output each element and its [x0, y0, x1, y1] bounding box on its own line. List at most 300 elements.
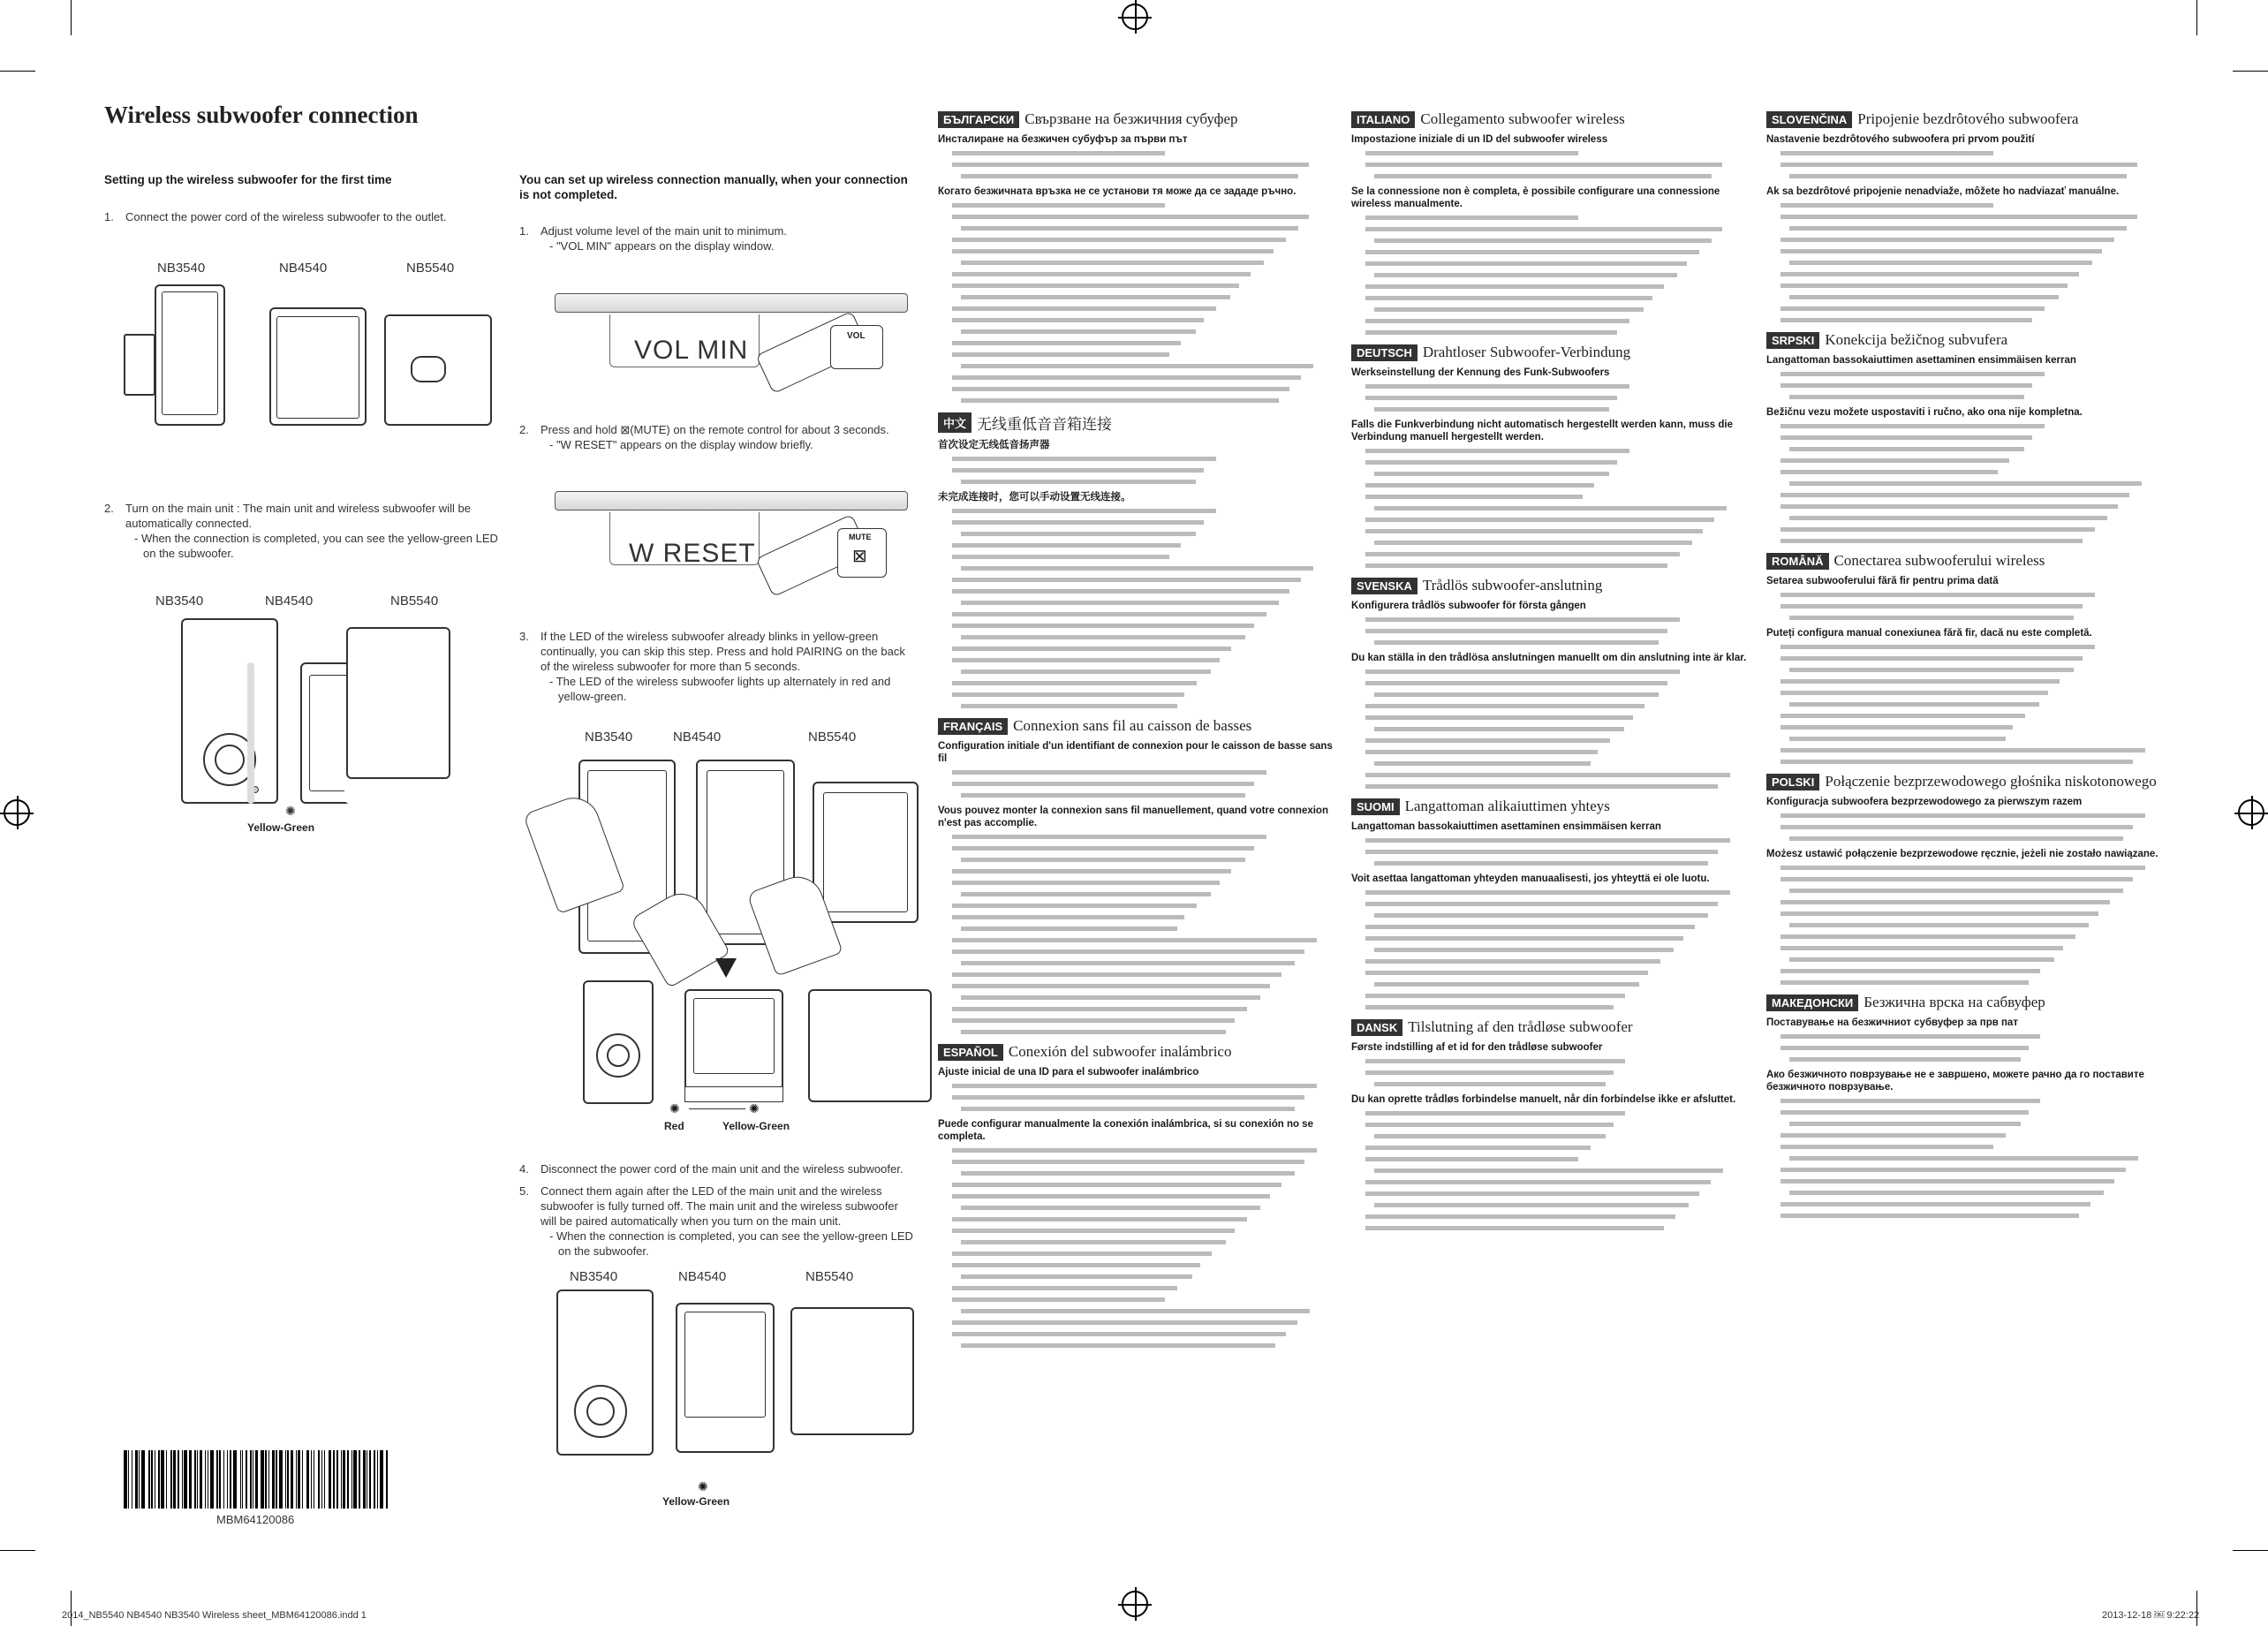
- model-label: NB5540: [805, 1269, 854, 1284]
- instruction-line: [1351, 1222, 1753, 1232]
- instruction-line: [938, 790, 1340, 799]
- language-subheading: Puede configurar manualmente la conexión inalámbrica, si su conexión no se completa.: [938, 1119, 1313, 1142]
- language-section: [1351, 798, 1753, 1011]
- instruction-line: [1766, 1187, 2168, 1197]
- language-title: Trådlös subwoofer-anslutning: [1422, 577, 1603, 594]
- barcode-bar: [363, 1450, 366, 1509]
- instruction-line: [938, 291, 1340, 301]
- language-tag: ESPAÑOL: [938, 1044, 1003, 1061]
- instruction-line: [1766, 211, 2168, 221]
- instruction-line: [938, 1248, 1340, 1258]
- language-header: [1766, 773, 2168, 790]
- instruction-line: [1351, 281, 1753, 291]
- manual-heading: You can set up wireless connection manually, when your connection is not completed.: [519, 173, 908, 201]
- crop-mark: [71, 1591, 72, 1626]
- instruction-line: [1351, 526, 1753, 535]
- instruction-line: [1766, 664, 2168, 674]
- instruction-line: [938, 349, 1340, 359]
- instruction-line: [938, 767, 1340, 776]
- instruction-line: [938, 1328, 1340, 1338]
- instruction-line: [938, 946, 1340, 956]
- instruction-line: [938, 246, 1340, 255]
- language-tag: SUOMI: [1351, 798, 1400, 815]
- instruction-line: [938, 453, 1340, 463]
- instruction-line: [1351, 560, 1753, 570]
- instruction-line: [1766, 466, 2168, 476]
- instruction-line: [938, 778, 1340, 788]
- instruction-line: [938, 923, 1340, 933]
- language-tag: БЪЛГАРСКИ: [938, 111, 1019, 128]
- instruction-line: [1766, 908, 2168, 918]
- language-title: Konekcija bežičnog subvufera: [1825, 331, 2008, 348]
- instruction-line: [1351, 404, 1753, 413]
- barcode-bar: [250, 1450, 251, 1509]
- barcode-bar: [189, 1450, 192, 1509]
- barcode-bar: [255, 1450, 258, 1509]
- instruction-line: [1766, 833, 2168, 843]
- barcode-bar: [182, 1450, 183, 1509]
- barcode-bar: [173, 1450, 176, 1509]
- instruction-line: [1766, 612, 2168, 622]
- instruction-line: [938, 889, 1340, 898]
- w-reset-display: W RESET: [629, 539, 756, 568]
- language-tag: SLOVENČINA: [1766, 111, 1852, 128]
- instruction-line: [1351, 781, 1753, 790]
- instruction-line: [938, 631, 1340, 641]
- language-subheading: Ajuste inicial de una ID para el subwoofer inalámbrico: [938, 1067, 1199, 1078]
- barcode-bar: [246, 1450, 248, 1509]
- instruction-line: [1351, 292, 1753, 302]
- instruction-line: [1766, 432, 2168, 442]
- language-title: Безжична врска на сабвуфер: [1864, 994, 2045, 1010]
- language-section: [938, 1043, 1340, 1350]
- language-header: [1766, 110, 2168, 128]
- instruction-line: [1766, 1130, 2168, 1139]
- language-section: [1766, 773, 2168, 987]
- instruction-line: [1766, 1118, 2168, 1128]
- instruction-line: [938, 992, 1340, 1002]
- instruction-line: [1351, 1119, 1753, 1129]
- mute-icon: ⊠: [852, 547, 867, 566]
- instruction-line: [1766, 954, 2168, 964]
- instruction-line: [938, 980, 1340, 990]
- crop-mark: [2233, 71, 2268, 72]
- model-label: NB4540: [673, 730, 722, 745]
- language-tag: МАКЕДОНСКИ: [1766, 995, 1858, 1011]
- led-indicator-icon: ✺: [669, 1101, 680, 1116]
- instruction-line: [1766, 391, 2168, 401]
- language-title: Pripojenie bezdrôtového subwoofera: [1857, 110, 2079, 127]
- language-subheading: Werkseinstellung der Kennung des Funk-Subwoofers: [1351, 367, 1610, 378]
- language-subheading: Инсталиране на безжичен субуфър за първи път: [938, 134, 1188, 145]
- instruction-line: [938, 303, 1340, 313]
- instruction-line: [938, 866, 1340, 875]
- instruction-line: [1766, 653, 2168, 662]
- instruction-line: [938, 666, 1340, 676]
- instruction-line: [938, 854, 1340, 864]
- instruction-line: [1766, 687, 2168, 697]
- instruction-line: [1766, 501, 2168, 510]
- instruction-line: [938, 1156, 1340, 1166]
- instruction-line: [1766, 1164, 2168, 1174]
- instruction-line: [1351, 315, 1753, 325]
- instruction-line: [938, 700, 1340, 710]
- instruction-line: [1351, 159, 1753, 169]
- footer-file: 2014_NB5540 NB4540 NB3540 Wireless sheet_MBM64120086.indd 1: [62, 1610, 367, 1621]
- instruction-line: [1351, 304, 1753, 314]
- instruction-line: [1351, 723, 1753, 733]
- model-label: NB4540: [279, 261, 328, 276]
- instruction-line: [1766, 874, 2168, 883]
- language-section: [938, 717, 1340, 1036]
- barcode-bar: [291, 1450, 293, 1509]
- barcode-bar: [141, 1450, 145, 1509]
- instruction-line: [938, 677, 1340, 687]
- barcode-bar: [386, 1450, 387, 1509]
- instruction-line: [1766, 1153, 2168, 1162]
- language-title: Collegamento subwoofer wireless: [1420, 110, 1625, 127]
- first-time-heading: Setting up the wireless subwoofer for the first time: [104, 173, 392, 186]
- language-header: [938, 1043, 1340, 1061]
- middle-step-5: 5. Connect them again after the LED of the main unit and the wireless subwoofer is fully turned off. The main unit and the wireless subwoofer will be paired automatically when you turn on the main unit. - When the connection is completed, you can see the yellow-green LED on the subwoofer.: [519, 1184, 913, 1258]
- barcode-bar: [321, 1450, 322, 1509]
- instruction-line: [938, 586, 1340, 595]
- language-header: [1351, 798, 1753, 815]
- instruction-line: [1351, 258, 1753, 268]
- instruction-line: [1351, 956, 1753, 965]
- left-step-2: 2. Turn on the main unit : The main unit and wireless subwoofer will be automatically connected. - When the connection is completed, you can see the yellow-green LED on the subwoofer.: [104, 502, 498, 560]
- language-header: [938, 717, 1340, 735]
- language-title: Langattoman alikaiuttimen yhteys: [1404, 798, 1610, 814]
- language-subheading: Første indstilling af et id for den trådløse subwoofer: [1351, 1042, 1603, 1053]
- instruction-line: [938, 360, 1340, 370]
- instruction-line: [1351, 1211, 1753, 1221]
- instruction-line: [1766, 1042, 2168, 1052]
- barcode-bar: [324, 1450, 325, 1509]
- instruction-line: [938, 689, 1340, 699]
- instruction-line: [938, 654, 1340, 664]
- instruction-line: [1766, 1141, 2168, 1151]
- middle-step-1: 1. Adjust volume level of the main unit to minimum. - "VOL MIN" appears on the display window.: [519, 224, 787, 253]
- instruction-line: [1351, 548, 1753, 558]
- instruction-line: [1351, 392, 1753, 402]
- instruction-line: [1766, 291, 2168, 301]
- instruction-line: [1351, 327, 1753, 337]
- instruction-line: [1351, 735, 1753, 745]
- language-tag: 中文: [938, 412, 971, 433]
- instruction-line: [1766, 931, 2168, 941]
- middle-step-2: 2. Press and hold ⊠(MUTE) on the remote control for about 3 seconds. - "W RESET" appears on the display window briefly.: [519, 423, 889, 451]
- language-subheading: Когато безжичната връзка не се установи тя може да се зададе ръчно.: [938, 186, 1297, 197]
- instruction-line: [1766, 601, 2168, 610]
- language-tag: ITALIANO: [1351, 111, 1415, 128]
- instruction-line: [938, 1340, 1340, 1350]
- instruction-line: [938, 234, 1340, 244]
- instruction-line: [1351, 858, 1753, 867]
- instruction-line: [1351, 235, 1753, 245]
- instruction-line: [1766, 1095, 2168, 1105]
- instruction-line: [1766, 280, 2168, 290]
- barcode-bar: [285, 1450, 286, 1509]
- instruction-line: [1351, 689, 1753, 699]
- instruction-line: [1766, 147, 2168, 157]
- instruction-line: [1351, 933, 1753, 942]
- instruction-line: [938, 1080, 1340, 1090]
- barcode-bar: [347, 1450, 348, 1509]
- instruction-line: [1351, 246, 1753, 256]
- language-subheading: Voit asettaa langattoman yhteyden manuaalisesti, jos yhteyttä ei ole luotu.: [1351, 874, 1710, 884]
- language-column-3: [1766, 110, 2168, 1227]
- instruction-line: [938, 1282, 1340, 1292]
- barcode-bar: [194, 1450, 195, 1509]
- instruction-line: [938, 476, 1340, 486]
- language-subheading: Поставување на безжичниот субвуфер за прв пат: [1766, 1017, 2018, 1028]
- instruction-line: [938, 1225, 1340, 1235]
- language-header: [1766, 552, 2168, 570]
- instruction-line: [938, 609, 1340, 618]
- barcode-bar: [333, 1450, 336, 1509]
- instruction-line: [938, 211, 1340, 221]
- footer-date: 2013-12-18 ￼ 9:22:22: [2102, 1610, 2200, 1621]
- barcode-bar: [158, 1450, 159, 1509]
- language-section: [938, 412, 1340, 710]
- instruction-line: [938, 1305, 1340, 1315]
- instruction-line: [1766, 885, 2168, 895]
- barcode-bar: [336, 1450, 337, 1509]
- language-tag: FRANÇAIS: [938, 718, 1008, 735]
- instruction-line: [938, 831, 1340, 841]
- registration-mark-icon: [1122, 4, 1148, 30]
- instruction-line: [1351, 677, 1753, 687]
- instruction-line: [1351, 1108, 1753, 1117]
- language-column-1: [938, 110, 1340, 1357]
- barcode-bar: [227, 1450, 228, 1509]
- instruction-line: [1351, 445, 1753, 455]
- instruction-line: [938, 465, 1340, 474]
- instruction-line: [938, 1214, 1340, 1223]
- language-title: Drahtloser Subwoofer-Verbindung: [1422, 344, 1631, 360]
- instruction-line: [938, 314, 1340, 324]
- instruction-line: [938, 170, 1340, 180]
- barcode-bar: [151, 1450, 152, 1509]
- language-section: [1351, 1018, 1753, 1232]
- instruction-line: [1351, 1165, 1753, 1175]
- model-label: NB4540: [678, 1269, 727, 1284]
- yellow-green-label: Yellow-Green: [662, 1495, 730, 1508]
- instruction-line: [1766, 159, 2168, 169]
- instruction-line: [1351, 269, 1753, 279]
- barcode-bar: [128, 1450, 129, 1509]
- crop-mark: [0, 1550, 35, 1551]
- instruction-line: [1351, 666, 1753, 676]
- led-indicator-icon: ✺: [749, 1101, 760, 1116]
- instruction-line: [938, 563, 1340, 572]
- model-label: NB5540: [390, 594, 439, 609]
- language-subheading: Możesz ustawić połączenie bezprzewodowe ręcznie, jeżeli nie zostało nawiązane.: [1766, 849, 2158, 859]
- instruction-line: [1351, 746, 1753, 756]
- instruction-line: [938, 1259, 1340, 1269]
- instruction-line: [1351, 990, 1753, 1000]
- instruction-line: [938, 1015, 1340, 1025]
- instruction-line: [1351, 491, 1753, 501]
- instruction-line: [938, 528, 1340, 538]
- instruction-line: [1766, 246, 2168, 255]
- barcode-bar: [306, 1450, 310, 1509]
- language-section: [1351, 577, 1753, 790]
- instruction-line: [1766, 512, 2168, 522]
- barcode-bar: [240, 1450, 241, 1509]
- instruction-line: [1766, 821, 2168, 831]
- left-step-1: 1. Connect the power cord of the wireless subwoofer to the outlet.: [104, 210, 447, 223]
- yellow-green-label: Yellow-Green: [722, 1120, 790, 1132]
- language-subheading: 未完成连接时，您可以手动设置无线连接。: [938, 492, 1131, 503]
- barcode-bar: [139, 1450, 140, 1509]
- instruction-line: [1351, 381, 1753, 390]
- subwoofer-power-illustration: [110, 281, 499, 431]
- instruction-line: [1351, 1078, 1753, 1088]
- language-section: [1351, 344, 1753, 570]
- barcode-bar: [296, 1450, 297, 1509]
- instruction-line: [1766, 1107, 2168, 1116]
- instruction-line: [1766, 676, 2168, 685]
- barcode-bar: [353, 1450, 357, 1509]
- instruction-line: [938, 1191, 1340, 1200]
- instruction-line: [1351, 614, 1753, 624]
- instruction-line: [1766, 368, 2168, 378]
- instruction-line: [1351, 910, 1753, 919]
- language-header: [1351, 110, 1753, 128]
- instruction-line: [938, 1202, 1340, 1212]
- language-subheading: Falls die Funkverbindung nicht automatisch hergestellt werden kann, muss die Verbindung manuell hergestellt werden.: [1351, 420, 1733, 442]
- language-title: Свързване на безжичния субуфер: [1024, 110, 1238, 127]
- barcode-bar: [268, 1450, 269, 1509]
- language-subheading: Configuration initiale d'un identifiant de connexion pour le caisson de basse sans fil: [938, 741, 1333, 764]
- language-subheading: Du kan ställa in den trådlösa anslutningen manuellt om din anslutning inte är klar.: [1351, 653, 1747, 663]
- instruction-line: [1766, 589, 2168, 599]
- instruction-line: [1351, 835, 1753, 844]
- language-subheading: Puteți configura manual conexiunea fără fir, dacă nu este completă.: [1766, 628, 2092, 639]
- model-label: NB3540: [585, 730, 633, 745]
- language-title: Connexion sans fil au caisson de basses: [1013, 717, 1252, 734]
- language-section: [1766, 110, 2168, 324]
- instruction-line: [1766, 896, 2168, 906]
- instruction-line: [938, 159, 1340, 169]
- barcode-bar: [343, 1450, 345, 1509]
- instruction-line: [1766, 234, 2168, 244]
- language-tag: ROMÂNĂ: [1766, 553, 1829, 570]
- instruction-line: [1766, 455, 2168, 465]
- instruction-line: [1351, 921, 1753, 931]
- instruction-line: [938, 1294, 1340, 1304]
- instruction-line: [938, 1145, 1340, 1154]
- language-header: [938, 110, 1340, 128]
- language-subheading: Du kan oprette trådløs forbindelse manuelt, når din forbindelse ikke er afsluttet.: [1351, 1094, 1736, 1105]
- crop-mark: [2196, 1591, 2197, 1626]
- registration-mark-icon: [2238, 799, 2264, 826]
- instruction-line: [938, 1271, 1340, 1281]
- subwoofer-final-illustration: [556, 1289, 919, 1475]
- instruction-line: [938, 1103, 1340, 1113]
- instruction-line: [1766, 1054, 2168, 1063]
- middle-step-4: 4. Disconnect the power cord of the main unit and the wireless subwoofer.: [519, 1162, 903, 1176]
- instruction-line: [938, 1179, 1340, 1189]
- language-subheading: Langattoman bassokaiuttimen asettaminen ensimmäisen kerran: [1351, 821, 1661, 832]
- model-label: NB5540: [406, 261, 455, 276]
- led-indicator-icon: ✺: [285, 804, 296, 818]
- instruction-line: [1351, 625, 1753, 635]
- instruction-line: [1351, 514, 1753, 524]
- language-subheading: Impostazione iniziale di un ID del subwoofer wireless: [1351, 134, 1608, 145]
- language-subheading: Konfigurera trådlös subwoofer för första gången: [1351, 601, 1586, 611]
- instruction-line: [938, 268, 1340, 278]
- instruction-line: [1766, 862, 2168, 872]
- instruction-line: [938, 337, 1340, 347]
- barcode-number: MBM64120086: [216, 1513, 295, 1526]
- instruction-line: [1351, 700, 1753, 710]
- instruction-line: [1766, 919, 2168, 929]
- language-subheading: Nastavenie bezdrôtového subwoofera pri prvom použití: [1766, 134, 2035, 145]
- barcode-bar: [233, 1450, 237, 1509]
- instruction-line: [1766, 303, 2168, 313]
- instruction-line: [1766, 1031, 2168, 1040]
- language-column-2: [1351, 110, 1753, 1239]
- instruction-line: [938, 505, 1340, 515]
- barcode-bar: [302, 1450, 303, 1509]
- led-indicator-icon: ✺: [698, 1479, 708, 1494]
- barcode-bar: [205, 1450, 206, 1509]
- barcode-bar: [161, 1450, 164, 1509]
- language-section: [1766, 552, 2168, 766]
- instruction-line: [1351, 944, 1753, 954]
- instruction-line: [938, 517, 1340, 526]
- instruction-line: [1351, 503, 1753, 512]
- language-subheading: Bežičnu vezu možete uspostaviti i ručno, ako ona nije kompletna.: [1766, 407, 2083, 418]
- barcode-bar: [230, 1450, 232, 1509]
- instruction-line: [938, 1168, 1340, 1177]
- barcode-bar: [369, 1450, 370, 1509]
- barcode-bar: [374, 1450, 376, 1509]
- mute-button-label: MUTE: [849, 533, 872, 541]
- instruction-line: [938, 911, 1340, 921]
- instruction-line: [938, 934, 1340, 944]
- instruction-line: [938, 326, 1340, 336]
- instruction-line: [938, 574, 1340, 584]
- crop-mark: [2233, 1550, 2268, 1551]
- language-tag: SVENSKA: [1351, 578, 1418, 594]
- instruction-line: [938, 383, 1340, 393]
- language-section: [938, 110, 1340, 405]
- model-label: NB3540: [157, 261, 206, 276]
- instruction-line: [1351, 1199, 1753, 1209]
- language-section: [1766, 331, 2168, 545]
- language-header: [1351, 577, 1753, 594]
- instruction-line: [1351, 1188, 1753, 1198]
- language-tag: SRPSKI: [1766, 332, 1819, 349]
- instruction-line: [1766, 443, 2168, 453]
- instruction-line: [938, 1237, 1340, 1246]
- instruction-line: [1351, 1055, 1753, 1065]
- barcode-bar: [380, 1450, 383, 1509]
- instruction-line: [938, 957, 1340, 967]
- model-label: NB4540: [265, 594, 314, 609]
- language-tag: POLSKI: [1766, 774, 1819, 790]
- instruction-line: [1766, 257, 2168, 267]
- alternate-arrow: [689, 1108, 745, 1109]
- instruction-line: [1766, 1210, 2168, 1220]
- barcode-bar: [318, 1450, 321, 1509]
- barcode-bar: [242, 1450, 243, 1509]
- instruction-line: [1351, 967, 1753, 977]
